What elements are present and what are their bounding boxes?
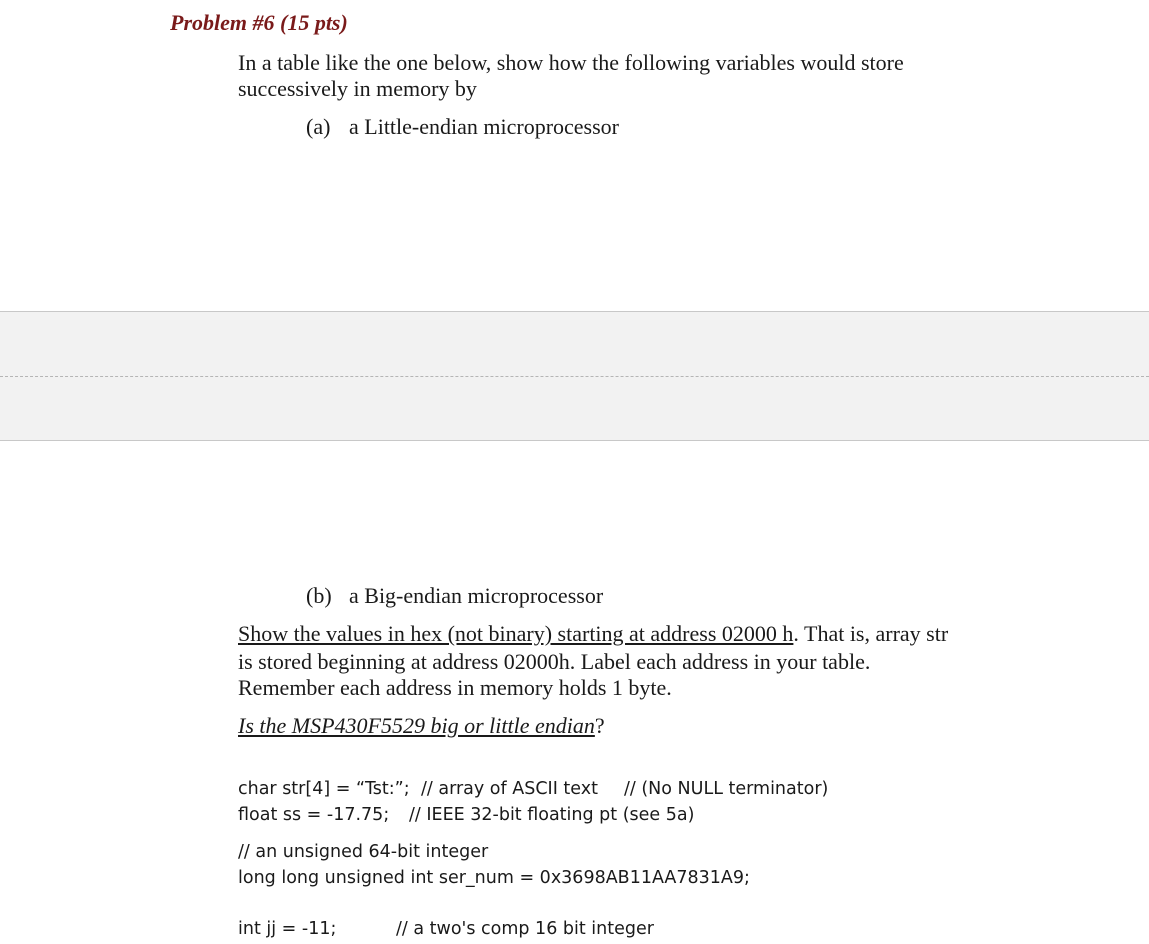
- instructions-underlined: Show the values in hex (not binary) starting at address 02000 h: [238, 621, 794, 646]
- code-line-3-comment: // an unsigned 64-bit integer: [238, 842, 489, 862]
- instructions-line-3: Remember each address in memory holds 1 byte.: [238, 675, 672, 700]
- part-b: [306, 583, 603, 609]
- code-line-2-decl: float ss = -17.75;: [238, 805, 390, 825]
- part-a-marker: (a): [306, 114, 331, 139]
- band-divider: [0, 376, 1149, 377]
- endian-question-text: Is the MSP430F5529 big or little endian: [238, 713, 595, 738]
- problem-title: Problem #6 (15 pts): [170, 10, 348, 35]
- intro-line-1: In a table like the one below, show how the following variables would store: [238, 50, 904, 75]
- part-b-text: a Big-endian microprocessor: [349, 583, 604, 608]
- endian-question-mark: ?: [594, 713, 605, 738]
- code-line-4-decl: long long unsigned int ser_num = 0x3698AB11AA7831A9;: [238, 868, 750, 888]
- part-a-text: a Little-endian microprocessor: [349, 114, 620, 139]
- instructions-line-1-rest: . That is, array str: [793, 621, 949, 646]
- endian-question: [238, 713, 605, 739]
- code-line-2-comment: // IEEE 32-bit floating pt (see 5a): [409, 805, 695, 825]
- intro-line-2: successively in memory by: [238, 76, 477, 101]
- instructions-line-2: is stored beginning at address 02000h. Label each address in your table.: [238, 649, 871, 674]
- code-line-1-comment-1: // array of ASCII text: [421, 779, 598, 799]
- code-line-5-decl: int jj = -11;: [238, 919, 337, 939]
- table-placeholder-band: [0, 311, 1149, 441]
- part-a: [306, 114, 619, 140]
- code-line-1-decl: char str[4] = “Tst:”;: [238, 779, 410, 799]
- code-line-5-comment: // a two's comp 16 bit integer: [396, 919, 654, 939]
- code-line-1-comment-2: // (No NULL terminator): [624, 779, 829, 799]
- part-b-marker: (b): [306, 583, 332, 608]
- instructions-line-1: [238, 621, 948, 647]
